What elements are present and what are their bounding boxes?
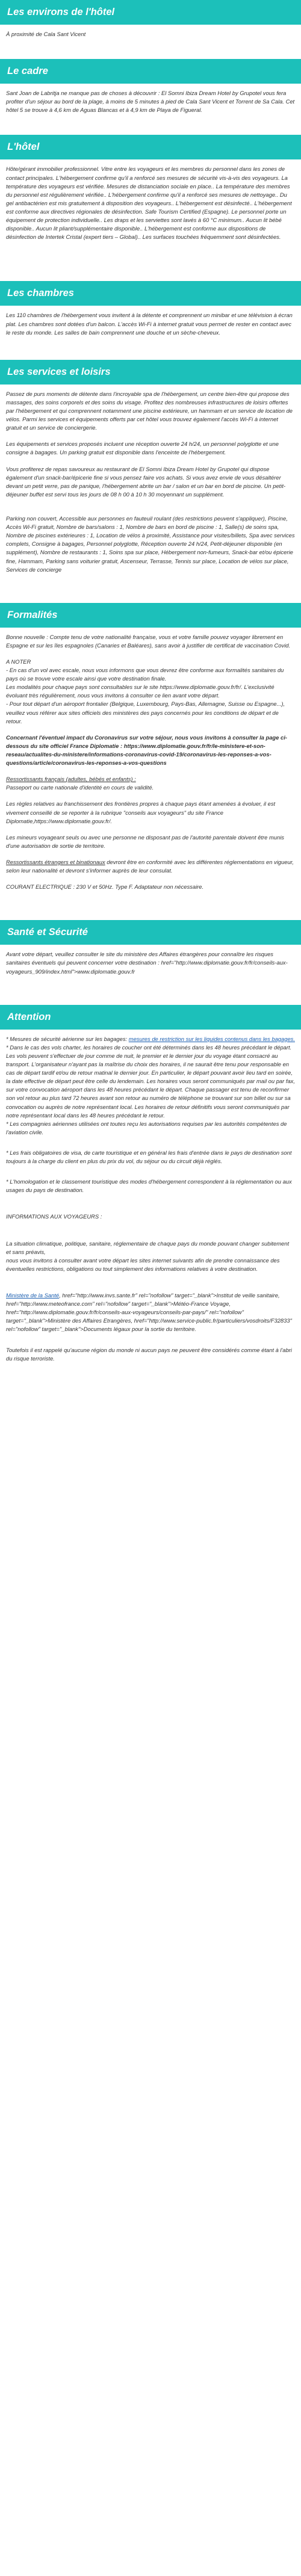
formalites-note-head: A NOTER — [6, 658, 31, 665]
services-paragraph: Les équipements et services proposés incluent une réception ouverte 24 h/24, un personnel polyglotte et une consigne à bagages. Un parking gratuit est disponible dans l'enceinte de l'hébergement. — [6, 440, 279, 456]
cadre-text: Sant Joan de Labritja ne manque pas de choses à découvrir : El Somni Ibiza Dream Hotel by Grupotel vous fera profiter d'un séjour au bord de la plage, à moins de 5 minutes à pied de Cala Sant Vicent et Torrent de Sa Cala. Cet hôtel 5 se trouve à 4,6 km de Aguas Blancas et à 4,9 km de Playa de Figueral. — [6, 90, 295, 114]
environs-section — [0, 0, 301, 45]
environs-title: Les environs de l'hôtel — [0, 0, 301, 25]
cadre-section — [0, 54, 301, 120]
formalites-coronavirus: Concernant l'éventuel impact du Coronavirus sur votre séjour, nous vous invitons à consulter la page ci-dessous du site officiel France Diplomatie : https://www.diplomatie.gouv.fr/fr/le-ministere-et-son-reseau/actualites-du-ministere/informations-coronavirus-covid-19/coronavirus-les-reponses-a-vos-questions/article/coronavirus-les-reponses-a-vos-questions — [6, 734, 287, 767]
attention-p6-rest: , href="http://www.invs.sante.fr" rel="nofollow" target="_blank">Institut de veille sanitaire, href="http://www.meteofrance.com" rel="nofollow" target="_blank">Météo-France Voyage, href="http://www.diplomatie.gouv.fr/fr/conseils-aux-voyageurs/conseils-par-pays/" rel="nofollow" target="_blank">Ministère des Affaires Etrangères, href="http://www.service-public.fr/particuliers/vosdroits/F32833" rel="nofollow" target="_blank">Documents légaux pour la sortie du territoire. — [6, 1291, 292, 1333]
attention-p1-lead: * Mesures de sécurité aérienne sur les bagages: — [6, 1035, 129, 1042]
formalites-regles: Les règles relatives au franchissement des frontières propres à chaque pays étant amenées à évoluer, il est vivement conseillé de se reporter à la rubrique "conseils aux voyageurs" du site France Diplomatie,https://www.diplomatie.gouv.fr/. — [6, 800, 276, 824]
chambres-text: Les 110 chambres de l'hébergement vous invitent à la détente et comprennent un minibar et une télévision à écran plat. Les chambres sont dotées d'un balcon. L'accès Wi-Fi à internet gratuit vous permet de rester en contact avec le reste du monde. Les salles de bain comprennent une douche et un sèche-cheveux. — [6, 312, 293, 336]
formalites-ressortissants-body: Passeport ou carte nationale d'identité en cours de validité. — [6, 784, 154, 791]
chambres-title: Les chambres — [0, 281, 301, 306]
environs-text: À proximité de Cala Sant Vicent — [6, 31, 86, 37]
hotel-title: L'hôtel — [0, 135, 301, 159]
services-paragraph: Vous profiterez de repas savoureux au restaurant de El Somni Ibiza Dream Hotel by Grupotel qui dispose également d'un snack-bar/épicerie fine si vous pensez faire vos achats. Si vous avez envie de vous désaltérer devant un petit verre, pas de panique, l'hébergement abrite un bar / salon et un bar en bord de piscine. Un petit-déjeuner buffet est servi tous les jours de 08 h 00 à 10 h 30 moyennant un supplément. — [6, 465, 286, 498]
sante-section — [0, 915, 301, 981]
formalites-ressortissants-head: Ressortissants français (adultes, bébés et enfants) : — [6, 776, 136, 783]
formalites-mineurs: Les mineurs voyageant seuls ou avec une personne ne disposant pas de l'autorité parentale doivent être munis d'une autorisation de sortie de territoire. — [6, 833, 284, 849]
services-paragraph: Parking non couvert, Accessible aux personnes en fauteuil roulant (des restrictions peuvent s'appliquer), Piscine, Accès Wi-Fi gratuit, Nombre de bars/salons : 1, Nombre de bars en bord de piscine : 1, Salle(s) de soins spa, Nombre de piscines extérieures : 1, Location de vélos à proximité, Assistance pour visites/billets, Spa avec services complets, Consigne à bagages, Personnel polyglotte, Réception ouverte 24 h/24, Petit-déjeuner disponible (en supplément), Nombre de restaurants : 1, Soins spa sur place, Hébergement non-fumeurs, Snack-bar et/ou épicerie fine, Hammam, Parking sans voiturier gratuit, Ascenseur, Terrasse, Tennis sur place, Location de vélos sur place, Services de concierge — [6, 514, 295, 573]
attention-p2: * Les frais obligatoires de visa, de carte touristique et en général les frais d'entrée dans le pays de destination sont toujours à la charge du client en plus du prix du vol, du séjour ou du circuit déjà réglés. — [6, 1149, 292, 1165]
formalites-courant: COURANT ELECTRIQUE : 230 V et 50Hz. Type F. Adaptateur non nécessaire. — [6, 883, 204, 891]
formalites-p1: Bonne nouvelle : Compte tenu de votre nationalité française, vous et votre famille pouvez voyager librement en Espagne et sur les îles espagnoles (Canaries et Baléares), sans avoir à justifier de certificat de vaccination Covid. — [6, 633, 291, 649]
formalites-note-body: - En cas d'un vol avec escale, nous vous informons que vous devrez être conforme aux formalités sanitaires du pays où se trouve votre escale ainsi que votre destination finale. Les modalités pour chaque pays sont consultables sur le site https://www.diplomatie.gouv.fr/fr/. L'exclusivité évoluant très régulièrement, nous vous invitons à consulter ce lien avant votre départ. - Pour tout départ d'un aéroport frontalier (Belgique, Luxembourg, Pays-Bas, Allemagne, Suisse ou Espagne...), veuillez vous référer aux sites officiels des ministères des pays concernés pour les conditions de départ et de retour. — [6, 667, 285, 724]
sante-text: Avant votre départ, veuillez consulter le site du ministère des Affaires étrangères pour connaître les risques sanitaires éventuels qui peuvent concerner votre destination : href="http://www.diplomatie.gouv.fr/fr/conseils-aux-voyageurs_909/index.html">www.diplomatie.gouv.fr — [6, 951, 288, 975]
services-section — [0, 355, 301, 580]
cadre-title: Le cadre — [0, 59, 301, 84]
chambres-section — [0, 276, 301, 342]
sante-title: Santé et Sécurité — [0, 920, 301, 945]
formalites-etrangers-head: Ressortissants étrangers et binationaux — [6, 859, 105, 866]
ministere-sante-link[interactable]: Ministère de la Santé — [6, 1291, 60, 1299]
attention-title: Attention — [0, 1005, 301, 1030]
formalites-etrangers-body: devront être en conformité avec les différentes réglementations en vigueur, selon leur nationalité et devront s'informer auprès de leur consulat. — [6, 859, 294, 874]
hotel-text: Hôte/gérant immobilier professionnel. Vitre entre les voyageurs et les membres du personnel dans les zones de contact principales. L'hébergement confirme qu'il a renforcé ses mesures de sécurité vis-à-vis des voyageurs. La température des voyageurs est vérifiée. Mesures de distanciation sociale en place.. La température des membres du personnel est régulièrement vérifiée.. L'hébergement confirme qu'il a renforcé ses mesures de nettoyage.. Du gel antibactérien est mis gratuitement à disposition des voyageurs.. L'hébergement est désinfecté.. L'hébergement est conforme aux directives régionales de désinfection. Safe Tourism Certified (Espagne). Le personnel porte un équipement de protection individuelle.. Les draps et les serviettes sont lavés à 60 °C minimum.. Aucun lit bébé disponible.. Aucun lit pliant/supplémentaire disponible.. L'hébergement est conforme aux dispositions de désinfection de Intertek Cristal (expert tiers – Global).. Les surfaces touchées fréquemment sont désinfectées. — [6, 165, 292, 241]
services-title: Les services et loisirs — [0, 360, 301, 385]
attention-p5: La situation climatique, politique, sanitaire, réglementaire de chaque pays du monde pouvant changer subitement et sans préavis, nous vous invitons à consulter avant votre départ les sites internet suivants afin de prendre connaissance des éventuelles restrictions, obligations ou tout simplement des informations relatives à votre destination. — [6, 1240, 290, 1272]
liquides-restriction-link[interactable]: mesures de restriction sur les liquides contenus dans les bagages. — [128, 1035, 295, 1042]
attention-section — [0, 1000, 301, 1369]
attention-p1-rest: * Dans le cas des vols charter, les horaires de coucher ont été déterminés dans les 48 heures précédant le départ. Les vols peuvent s'effectuer de jour comme de nuit, le premier et le dernier jour du voyage étant consacré au transport. L'organisateur n'ayant pas la maîtrise du choix des horaires, il ne saurait être tenu pour responsable en cas de départ tardif et/ou de retour matinal le dernier jour. En particulier, le départ pouvant avoir lieu tard en soirée, la date effective de départ peut être celle du lendemain. Les horaires vous seront communiqués par mail ou par fax, sur votre convocation aéroport dans les 48 heures précédant le départ. Chaque passager est tenu de reconfirmer son vol retour au plus tard 72 heures avant son retour au numéro de téléphone se trouvant sur son billet ou sur sa convocation ou auprès de notre représentant local. Les horaires de retour définitifs vous seront communiqués par notre représentant local dans les 48 heures précédant le retour. * Les compagnies aériennes utilisées ont toutes reçu les autorisations requises par les autorités compétentes de l'aviation civile. — [6, 1043, 295, 1135]
formalites-note — [0, 658, 301, 726]
attention-p3: * L'homologation et le classement touristique des modes d'hébergement correspondent à la réglementation ou aux usages du pays de destination. — [6, 1178, 292, 1194]
hotel-section — [0, 130, 301, 247]
formalites-ressortissants — [0, 775, 301, 792]
attention-p7: Toutefois il est rappelé qu'aucune région du monde ni aucun pays ne peuvent être considérés comme étant à l'abri du risque terroriste. — [6, 1346, 292, 1362]
services-paragraph: Passez de purs moments de détente dans l'incroyable spa de l'hébergement, un centre bien-être qui propose des massages, des soins corporels et des soins du visage. Profitez des nombreuses infrastructures de loisirs offertes par l'hébergement et qui comprennent notamment une piscine extérieure, un hammam et un service de location de vélos. Parmi les services et équipements offerts par cet hôtel vous trouvez également l'accès Wi-Fi à internet gratuit et un service de conciergerie. — [6, 390, 293, 431]
attention-p6 — [0, 1291, 301, 1334]
attention-p4: INFORMATIONS AUX VOYAGEURS : — [6, 1213, 102, 1220]
formalites-title: Formalités — [0, 603, 301, 628]
formalites-etrangers — [0, 858, 301, 875]
formalites-section — [0, 598, 301, 898]
attention-p1 — [0, 1035, 301, 1137]
